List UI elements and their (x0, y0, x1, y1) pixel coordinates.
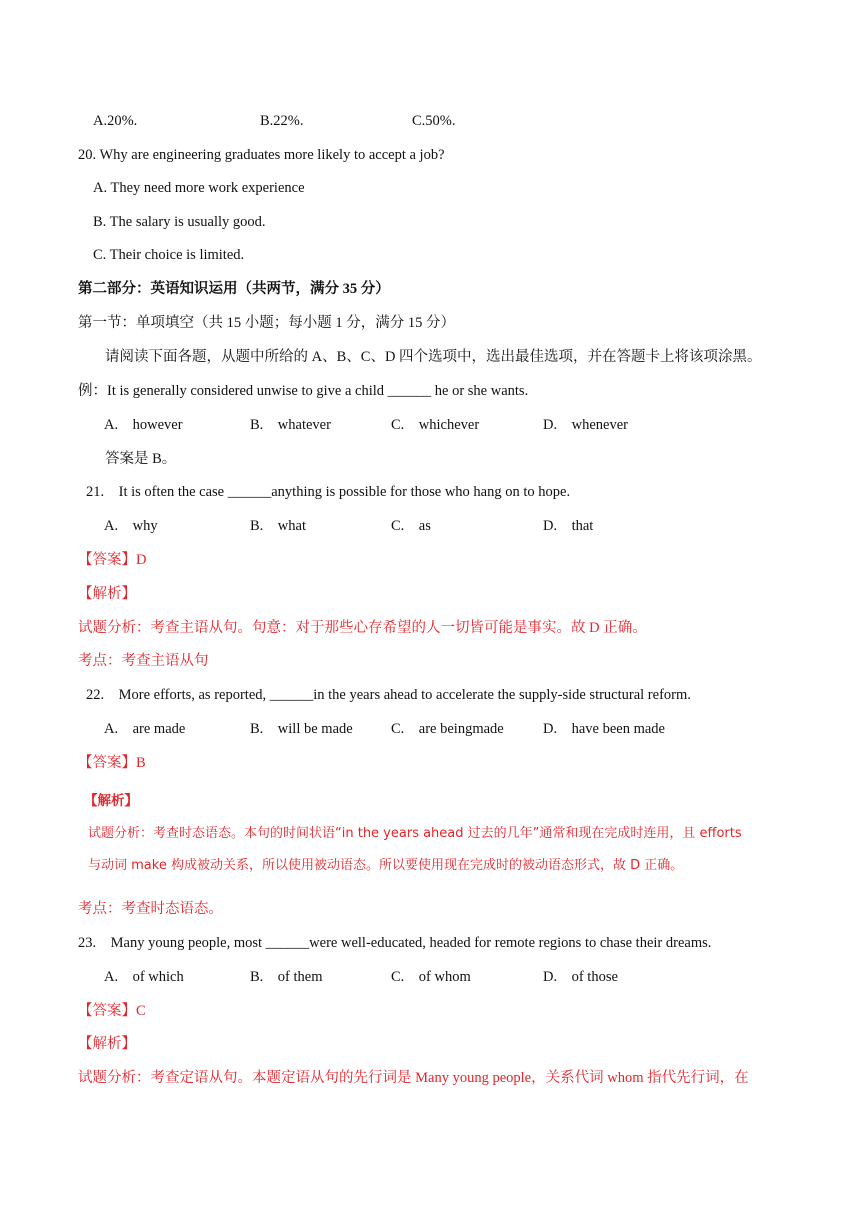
q23-analysis: 试题分析：考查定语从句。本题定语从句的先行词是 Many young people，关系代词 whom 指代先行词，在 (78, 1070, 749, 1086)
q22-option-a: A. are made (104, 721, 186, 737)
q23-option-a: A. of which (104, 969, 184, 985)
q21-point: 考点：考查主语从句 (78, 653, 209, 669)
q21-option-d: D. that (543, 518, 594, 534)
q22-option-c: C. are beingmade (391, 721, 504, 737)
q21-analysis: 试题分析：考查主语从句。句意：对于那些心存希望的人一切皆可能是事实。故 D 正确。 (78, 620, 647, 636)
q22-answer: 【答案】B (78, 755, 146, 771)
q22-analysis-label: 【解析】 (84, 793, 138, 809)
q20-option-c: C. Their choice is limited. (93, 247, 245, 263)
q23-answer: 【答案】C (78, 1003, 146, 1019)
q22-stem: 22. More efforts, as reported, ______in the years ahead to accelerate the supply-side structural reform. (86, 687, 691, 703)
q21-option-b: B. what (250, 518, 306, 534)
example-option-b: B. whatever (250, 417, 331, 433)
q22-option-b: B. will be made (250, 721, 353, 737)
q21-option-c: C. as (391, 518, 431, 534)
q19-option-a: A.20%. (93, 113, 138, 129)
q23-option-b: B. of them (250, 969, 323, 985)
q22-analysis-line1: 试题分析：考查时态语态。本句的时间状语“in the years ahead 过去的几年”通常和现在完成时连用，且 efforts (88, 826, 742, 841)
q19-option-c: C.50%. (412, 113, 456, 129)
example-option-d: D. whenever (543, 417, 628, 433)
q21-stem: 21. It is often the case ______anything is possible for those who hang on to hope. (86, 484, 571, 500)
q23-stem: 23. Many young people, most ______were well-educated, headed for remote regions to chase their dreams. (78, 935, 712, 951)
instruction-text: 请阅读下面各题，从题中所给的 A、B、C、D 四个选项中，选出最佳选项，并在答题卡上将该项涂黑。 (105, 349, 762, 365)
example-option-c: C. whichever (391, 417, 480, 433)
q22-option-d: D. have been made (543, 721, 665, 737)
q23-analysis-label: 【解析】 (78, 1036, 136, 1052)
q22-analysis-line2: 与动词 make 构成被动关系，所以使用被动语态。所以要使用现在完成时的被动语态形式，故 D 正确。 (88, 858, 684, 873)
q22-point: 考点：考查时态语态。 (78, 901, 223, 917)
q21-analysis-label: 【解析】 (78, 586, 136, 602)
section1-heading: 第一节：单项填空（共 15 小题；每小题 1 分，满分 15 分） (78, 315, 455, 331)
q21-option-a: A. why (104, 518, 158, 534)
example-option-a: A. however (104, 417, 183, 433)
example-stem: 例：It is generally considered unwise to give a child ______ he or she wants. (78, 383, 529, 399)
q19-option-b: B.22%. (260, 113, 304, 129)
q23-option-c: C. of whom (391, 969, 471, 985)
q23-option-d: D. of those (543, 969, 618, 985)
q20-option-b: B. The salary is usually good. (93, 214, 266, 230)
q21-answer: 【答案】D (78, 552, 147, 568)
example-answer: 答案是 B。 (105, 451, 177, 467)
q20-stem: 20. Why are engineering graduates more likely to accept a job? (78, 147, 445, 163)
q20-option-a: A. They need more work experience (93, 180, 305, 196)
part2-heading: 第二部分：英语知识运用（共两节，满分 35 分） (78, 281, 390, 297)
